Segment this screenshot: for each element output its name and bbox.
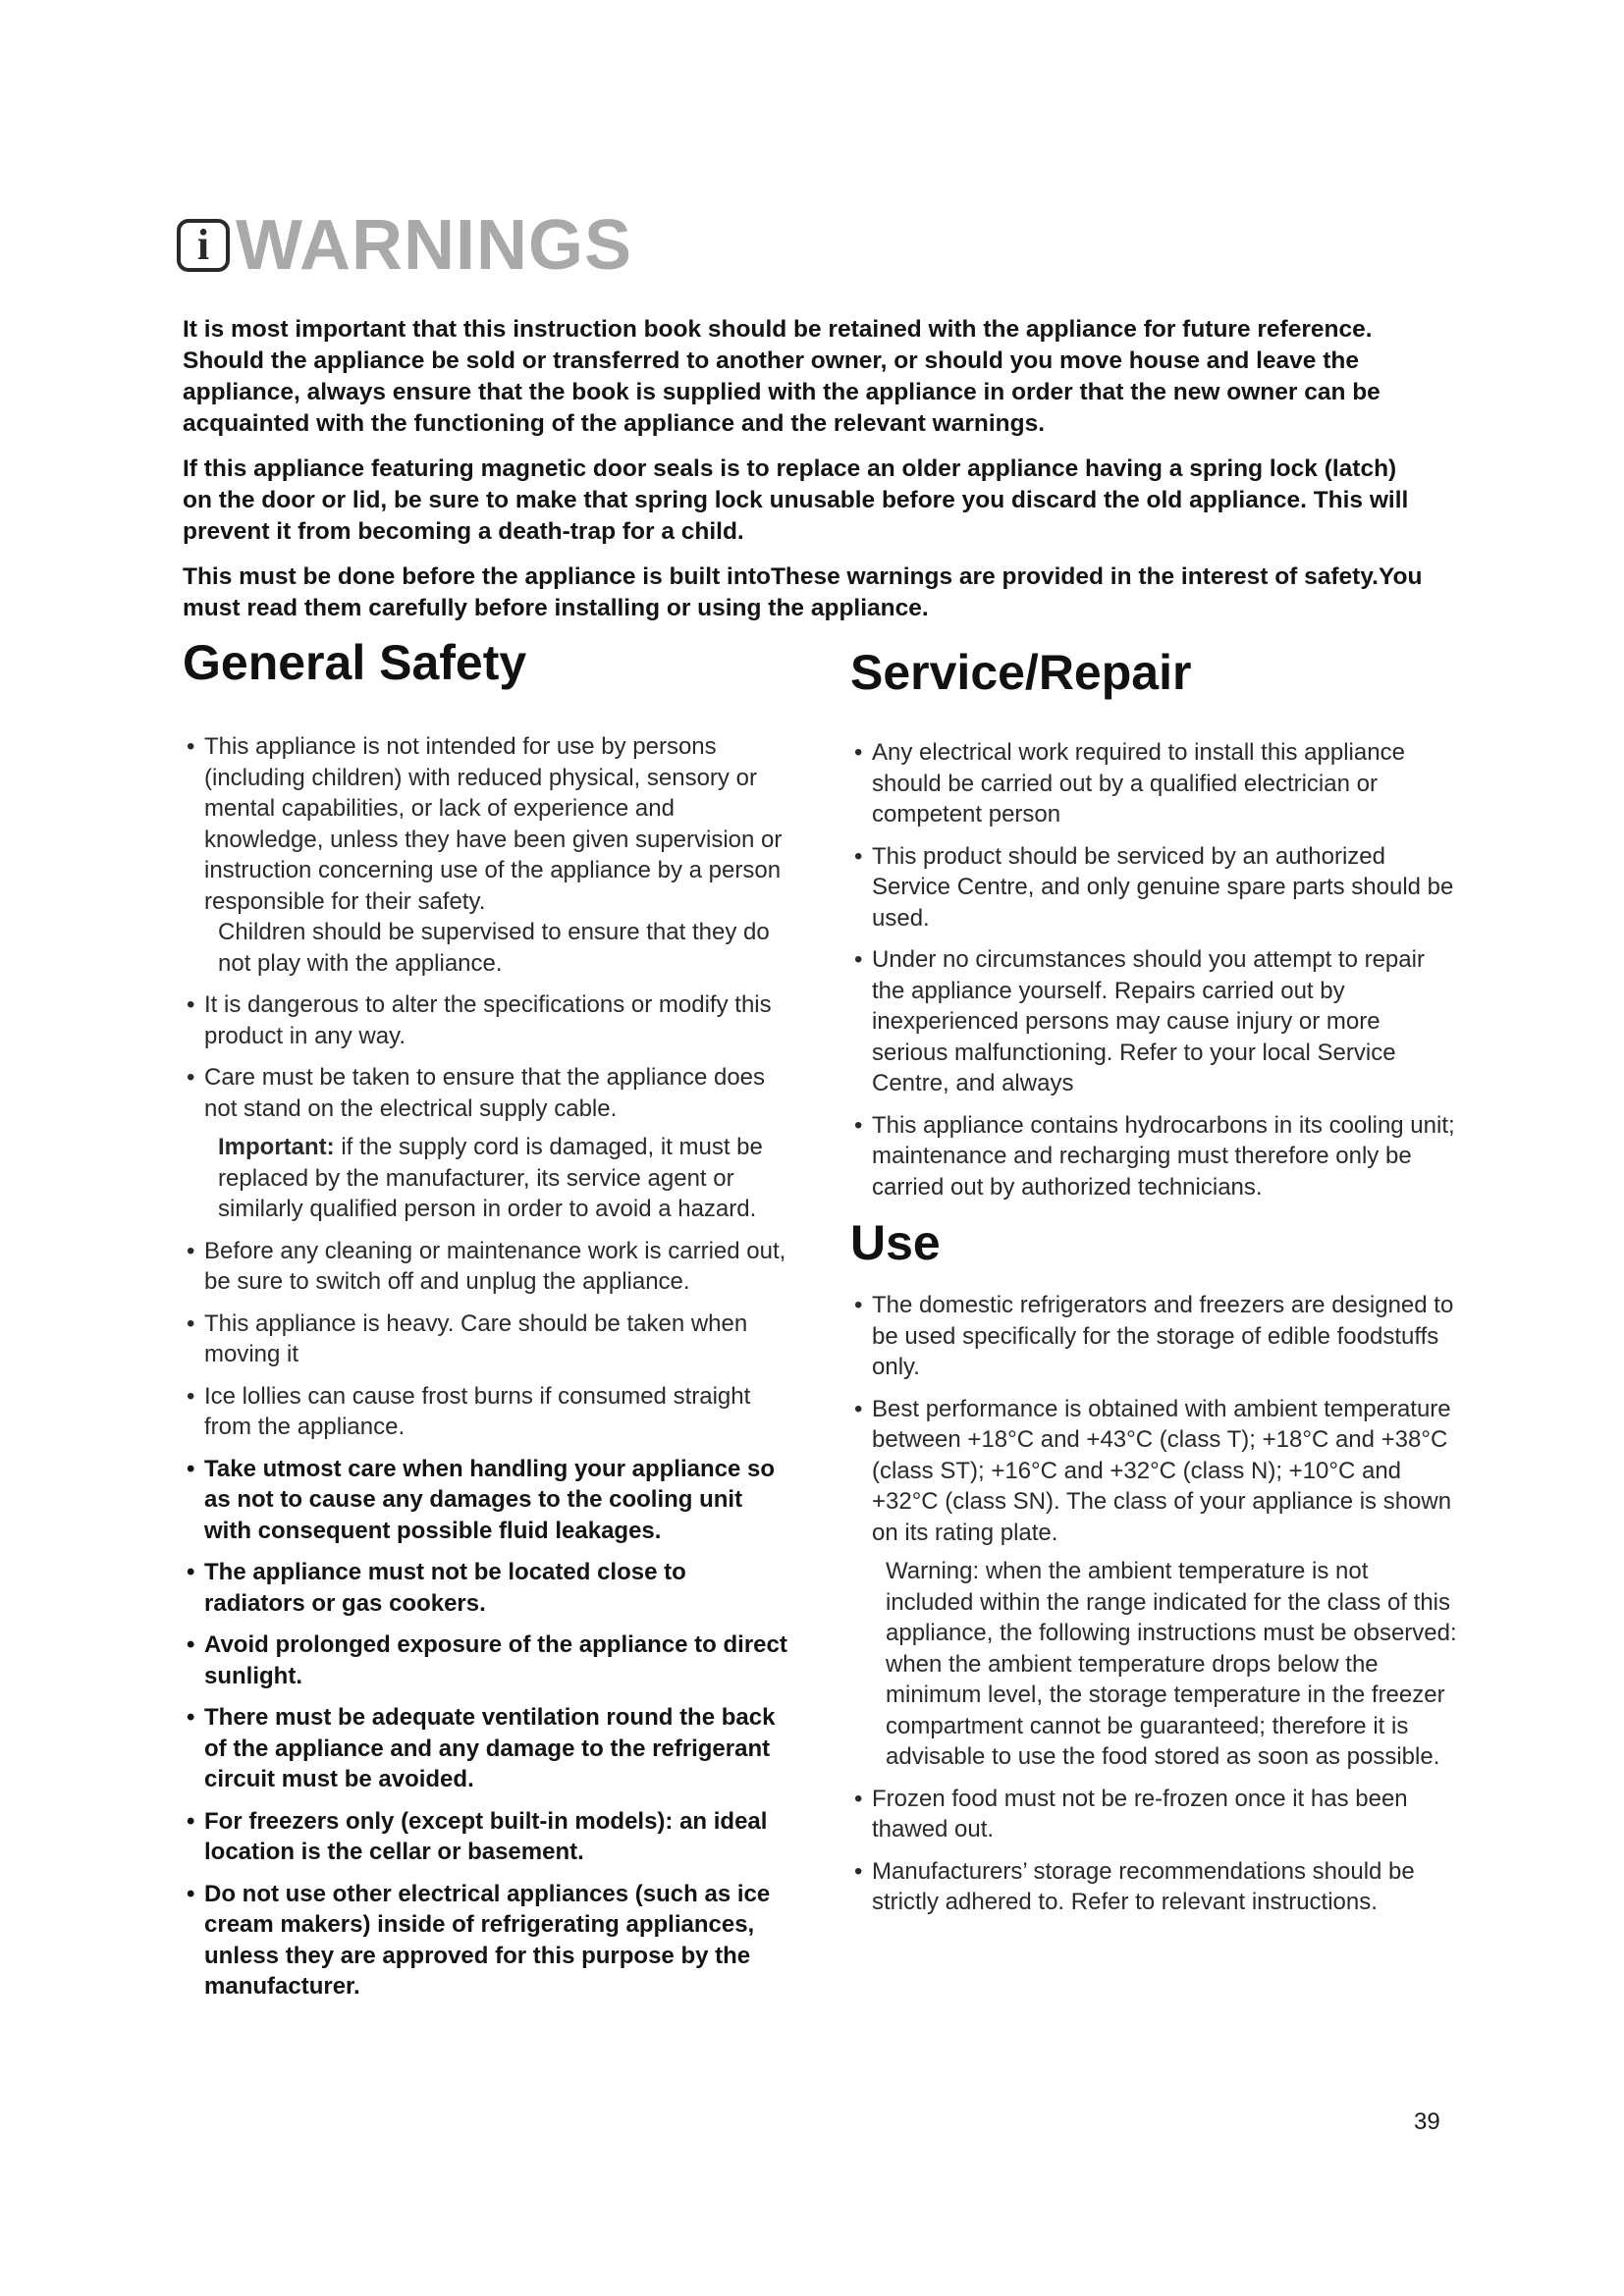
intro-section <box>183 314 1430 638</box>
list-item: • This product should be serviced by an authorized Service Centre, and only genuine spare parts should be used. <box>850 841 1459 934</box>
general-safety-heading: General Safety <box>183 635 527 690</box>
important-label: Important: <box>218 1134 335 1160</box>
list-item: • This appliance contains hydrocarbons in its cooling unit; maintenance and recharging must therefore only be carried out by authorized technicians. <box>850 1110 1459 1203</box>
general-safety-column <box>183 633 791 2013</box>
service-use-column <box>850 633 1459 1929</box>
list-item <box>183 731 791 979</box>
intro-paragraph-spring-lock: If this appliance featuring magnetic door seals is to replace an older appliance having a spring lock (latch) on the door or lid, be sure to make that spring lock unusable before you discard the old appliance. This will prevent it from becoming a death-trap for a child. <box>183 455 1409 545</box>
list-item: • Under no circumstances should you attempt to repair the appliance yourself. Repairs carried out by inexperienced persons may cause injury or more serious malfunctioning. Refer to your local Service Centre, and always <box>850 944 1459 1099</box>
list-item-text: This appliance is not intended for use by persons (including children) with reduced physical, sensory or mental capabilities, or lack of experience and knowledge, unless they have been given supervision or instruction concerning use of the appliance by a person responsible for their safety. <box>204 733 783 915</box>
list-item: • Any electrical work required to install this appliance should be carried out by a qualified electrician or competent person <box>850 737 1459 830</box>
warning-note: Warning: when the ambient temperature is not included within the range indicated for the class of this appliance, the following instructions must be observed: when the ambient temperature drops below the minimum level, the storage temperature in the freezer compartment cannot be guaranteed; therefore it is advisable to use the food stored as soon as possible. <box>886 1558 1457 1770</box>
list-item: • Take utmost care when handling your appliance so as not to cause any damages to the cooling unit with consequent possible fluid leakages. <box>183 1454 791 1547</box>
intro-paragraph-safety-notice: This must be done before the appliance is built intoThese warnings are provided in the interest of safety.You must read them carefully before installing or using the appliance. <box>183 563 1423 621</box>
list-item-text: Care must be taken to ensure that the appliance does not stand on the electrical supply cable. <box>204 1064 766 1122</box>
list-item: • Do not use other electrical appliances (such as ice cream makers) inside of refrigerating appliances, unless they are approved for this purpose by the manufacturer. <box>183 1879 791 2002</box>
list-item-note: Children should be supervised to ensure that they do not play with the appliance. <box>218 919 770 977</box>
list-item <box>850 1394 1459 1773</box>
list-item: • Manufacturers’ storage recommendations should be strictly adhered to. Refer to relevant instructions. <box>850 1856 1459 1918</box>
page-number: 39 <box>1414 2109 1440 2135</box>
list-item: • The domestic refrigerators and freezers are designed to be used specifically for the storage of edible foodstuffs only. <box>850 1290 1459 1383</box>
list-item: • Frozen food must not be re-frozen once it has been thawed out. <box>850 1784 1459 1845</box>
list-item: • Avoid prolonged exposure of the appliance to direct sunlight. <box>183 1629 791 1691</box>
info-icon: i <box>177 219 230 272</box>
list-item-text: Best performance is obtained with ambient temperature between +18°C and +43°C (class T); +18°C and +38°C (class ST); +16°C and +32°C (class N); +10°C and +32°C (class SN). The class of your appliance is shown on its rating plate. <box>872 1395 1452 1546</box>
list-item: • Before any cleaning or maintenance work is carried out, be sure to switch off and unplug the appliance. <box>183 1236 791 1298</box>
list-item: • For freezers only (except built-in models): an ideal location is the cellar or basement. <box>183 1806 791 1868</box>
general-safety-list <box>183 731 791 2002</box>
list-item: • This appliance is heavy. Care should be taken when moving it <box>183 1308 791 1370</box>
service-repair-heading: Service/Repair <box>850 645 1192 700</box>
list-item: • It is dangerous to alter the specifications or modify this product in any way. <box>183 989 791 1051</box>
important-text: if the supply cord is damaged, it must be replaced by the manufacturer, its service agent or similarly qualified person in order to avoid a hazard. <box>218 1134 763 1222</box>
important-note <box>204 1132 791 1225</box>
intro-paragraph-retain-book: It is most important that this instruction book should be retained with the appliance for future reference. Should the appliance be sold or transferred to another owner, or should you move house and leave the appliance, always ensure that the book is supplied with the appliance in order that the new owner can be acquainted with the functioning of the appliance and the relevant warnings. <box>183 316 1380 437</box>
use-list <box>850 1290 1459 1918</box>
list-item: • There must be adequate ventilation round the back of the appliance and any damage to the refrigerant circuit must be avoided. <box>183 1702 791 1795</box>
list-item: • Ice lollies can cause frost burns if consumed straight from the appliance. <box>183 1381 791 1443</box>
list-item <box>183 1062 791 1225</box>
page-header <box>177 201 632 290</box>
list-item: • The appliance must not be located close to radiators or gas cookers. <box>183 1557 791 1619</box>
page-title: WARNINGS <box>236 206 632 285</box>
use-heading: Use <box>850 1215 941 1270</box>
service-repair-list <box>850 737 1459 1202</box>
